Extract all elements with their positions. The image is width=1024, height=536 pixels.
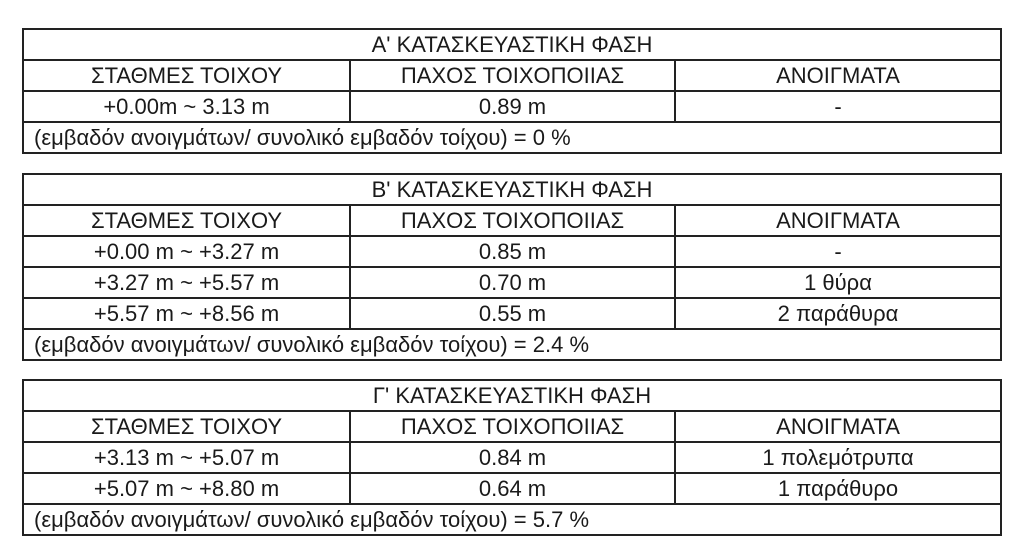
phase-c-header-row <box>23 411 1001 442</box>
openings-cell: - <box>675 236 1001 267</box>
table-row <box>23 91 1001 122</box>
thickness-header: ΠΑΧΟΣ ΤΟΙΧΟΠΟΙΙΑΣ <box>350 205 675 236</box>
levels-cell: +3.27 m ~ +5.57 m <box>23 267 350 298</box>
phase-c-note-row <box>23 504 1001 535</box>
levels-cell: +5.07 m ~ +8.80 m <box>23 473 350 504</box>
table-row <box>23 473 1001 504</box>
thickness-cell: 0.64 m <box>350 473 675 504</box>
openings-cell: 1 πολεμότρυπα <box>675 442 1001 473</box>
phase-a-title: Α' ΚΑΤΑΣΚΕΥΑΣΤΙΚΗ ΦΑΣΗ <box>23 29 1001 60</box>
openings-cell: 1 παράθυρο <box>675 473 1001 504</box>
phase-c-table <box>22 379 1002 536</box>
phase-c-title: Γ' ΚΑΤΑΣΚΕΥΑΣΤΙΚΗ ΦΑΣΗ <box>23 380 1001 411</box>
levels-cell: +3.13 m ~ +5.07 m <box>23 442 350 473</box>
thickness-cell: 0.85 m <box>350 236 675 267</box>
levels-header: ΣΤΑΘΜΕΣ ΤΟΙΧΟΥ <box>23 205 350 236</box>
phase-b-title: Β' ΚΑΤΑΣΚΕΥΑΣΤΙΚΗ ΦΑΣΗ <box>23 174 1001 205</box>
levels-cell: +0.00 m ~ +3.27 m <box>23 236 350 267</box>
thickness-cell: 0.55 m <box>350 298 675 329</box>
phase-b-header-row <box>23 205 1001 236</box>
openings-header: ΑΝΟΙΓΜΑΤΑ <box>675 60 1001 91</box>
table-row <box>23 267 1001 298</box>
thickness-header: ΠΑΧΟΣ ΤΟΙΧΟΠΟΙΙΑΣ <box>350 60 675 91</box>
levels-cell: +5.57 m ~ +8.56 m <box>23 298 350 329</box>
levels-header: ΣΤΑΘΜΕΣ ΤΟΙΧΟΥ <box>23 411 350 442</box>
thickness-cell: 0.84 m <box>350 442 675 473</box>
table-row <box>23 298 1001 329</box>
thickness-cell: 0.70 m <box>350 267 675 298</box>
levels-cell: +0.00m ~ 3.13 m <box>23 91 350 122</box>
openings-cell: 1 θύρα <box>675 267 1001 298</box>
phase-c-title-row <box>23 380 1001 411</box>
phase-b-table <box>22 173 1002 361</box>
phase-c-note: (εμβαδόν ανοιγμάτων/ συνολικό εμβαδόν τοίχου) = 5.7 % <box>23 504 1001 535</box>
table-row <box>23 442 1001 473</box>
phase-a-table <box>22 28 1002 154</box>
table-row <box>23 236 1001 267</box>
phase-a-title-row <box>23 29 1001 60</box>
openings-header: ΑΝΟΙΓΜΑΤΑ <box>675 411 1001 442</box>
phase-b-title-row <box>23 174 1001 205</box>
phase-a-header-row <box>23 60 1001 91</box>
thickness-header: ΠΑΧΟΣ ΤΟΙΧΟΠΟΙΙΑΣ <box>350 411 675 442</box>
thickness-cell: 0.89 m <box>350 91 675 122</box>
openings-cell: - <box>675 91 1001 122</box>
phase-a-note-row <box>23 122 1001 153</box>
phase-b-note: (εμβαδόν ανοιγμάτων/ συνολικό εμβαδόν τοίχου) = 2.4 % <box>23 329 1001 360</box>
phase-a-note: (εμβαδόν ανοιγμάτων/ συνολικό εμβαδόν τοίχου) = 0 % <box>23 122 1001 153</box>
levels-header: ΣΤΑΘΜΕΣ ΤΟΙΧΟΥ <box>23 60 350 91</box>
openings-header: ΑΝΟΙΓΜΑΤΑ <box>675 205 1001 236</box>
openings-cell: 2 παράθυρα <box>675 298 1001 329</box>
phase-b-note-row <box>23 329 1001 360</box>
